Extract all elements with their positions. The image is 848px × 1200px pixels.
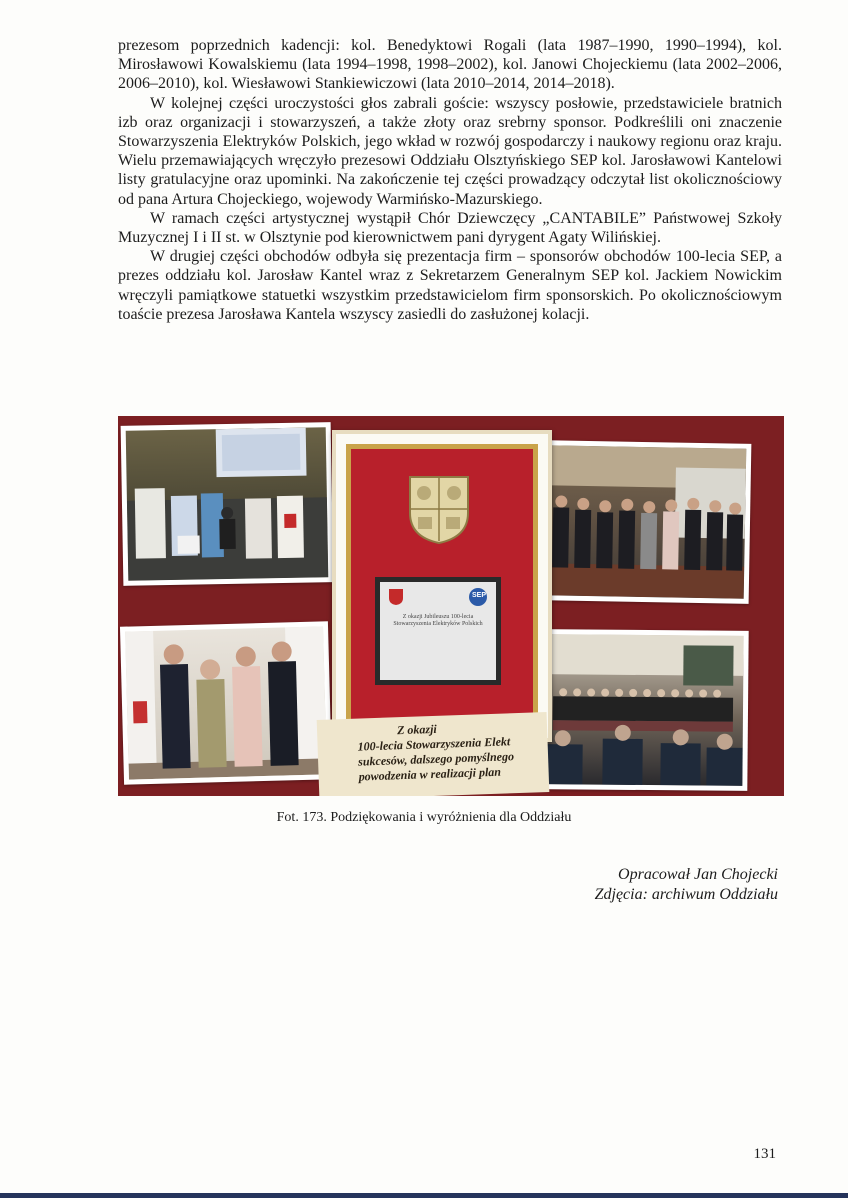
photo-credit: Zdjęcia: archiwum Oddziału bbox=[594, 886, 778, 903]
body-text bbox=[118, 36, 782, 324]
photo-collage bbox=[118, 416, 784, 796]
photo-conference-room bbox=[121, 422, 334, 586]
four-men-illustration bbox=[125, 626, 327, 779]
figure-caption: Fot. 173. Podziękowania i wyróżnienia dla Oddziału bbox=[276, 810, 572, 825]
plaque-small-text: Z okazji Jubileuszu 100-lecia Stowarzyszenia Elektryków Polskich bbox=[393, 614, 483, 627]
framed-plaque bbox=[332, 430, 552, 742]
photo-four-men bbox=[120, 621, 332, 784]
paragraph: prezesom poprzednich kadencji: kol. Benedyktowi Rogali (lata 1987–1990, 1990–1994), kol. Mirosławowi Kowalskiemu (lata 1994–1998, 1998–2002), kol. Janowi Chojeckiemu (lata 2002–2006, 2006–2010), kol. Wiesławowi Stankiewiczowi (lata 2010–2014, 2014–2018). bbox=[118, 37, 782, 93]
photo-group-men bbox=[539, 440, 752, 604]
plaque-line: sukcesów, dalszego pomyślnego bbox=[357, 749, 515, 769]
plaque-line: 100-lecia Stowarzyszenia Elekt bbox=[357, 734, 511, 754]
paragraph: W ramach części artystycznej wystąpił Chór Dziewczęcy „CANTABILE” Państwowej Szkoły Muzycznej I i II st. w Olsztynie pod kierownictwem pani dyrygent Agaty Wilińskiej. bbox=[118, 209, 782, 247]
photo-choir bbox=[537, 629, 748, 791]
plaque-line: Z okazji bbox=[396, 721, 437, 738]
paragraph: W kolejnej części uroczystości głos zabrali goście: wszyscy posłowie, przedstawiciele bratnich izb oraz organizacji i stowarzyszeń, a także złoty oraz srebrny sponsor. Podkreślili oni znaczenie Stowarzyszenia Elektryków Polskich, jego wkład w rozwój gospodarczy i naukowy regionu oraz kraju. Wielu przemawiających wręczyło prezesowi Oddziału Olsztyńskiego SEP kol. Jarosławowi Kantelowi listy gratulacyjne oraz upominki. Na zakończenie tej części prowadzący odczytał list okolicznościowy od pana Artura Chojeckiego, wojewody Warmińsko-Mazurskiego. bbox=[118, 94, 782, 208]
coat-of-arms-icon bbox=[406, 473, 472, 545]
gold-frame bbox=[346, 444, 538, 728]
crest-icon bbox=[388, 588, 404, 606]
sep-logo-text: SEP bbox=[471, 592, 486, 599]
commemorative-plaque bbox=[375, 577, 501, 685]
author-credit: Opracował Jan Chojecki bbox=[618, 866, 778, 883]
group-illustration bbox=[544, 445, 747, 598]
plaque-text-card bbox=[317, 712, 550, 796]
scan-edge-bar bbox=[0, 1193, 848, 1198]
choir-illustration bbox=[542, 634, 743, 786]
conference-room-illustration bbox=[126, 427, 329, 580]
credits bbox=[595, 865, 778, 905]
page-number: 131 bbox=[753, 1146, 776, 1162]
paragraph: W drugiej części obchodów odbyła się prezentacja firm – sponsorów obchodów 100-lecia SEP, a prezes oddziału kol. Jarosław Kantel wraz z Sekretarzem Generalnym SEP kol. Jackiem Nowickim wręczyli pamiątkowe statuetki wszystkim przedstawicielom firm sponsorskich. Po okolicznościowym toaście prezesa Jarosława Kantela wszyscy zasiedli do zasłużonej kolacji. bbox=[118, 248, 782, 323]
plaque-line: powodzenia w realizacji plan bbox=[358, 764, 502, 784]
